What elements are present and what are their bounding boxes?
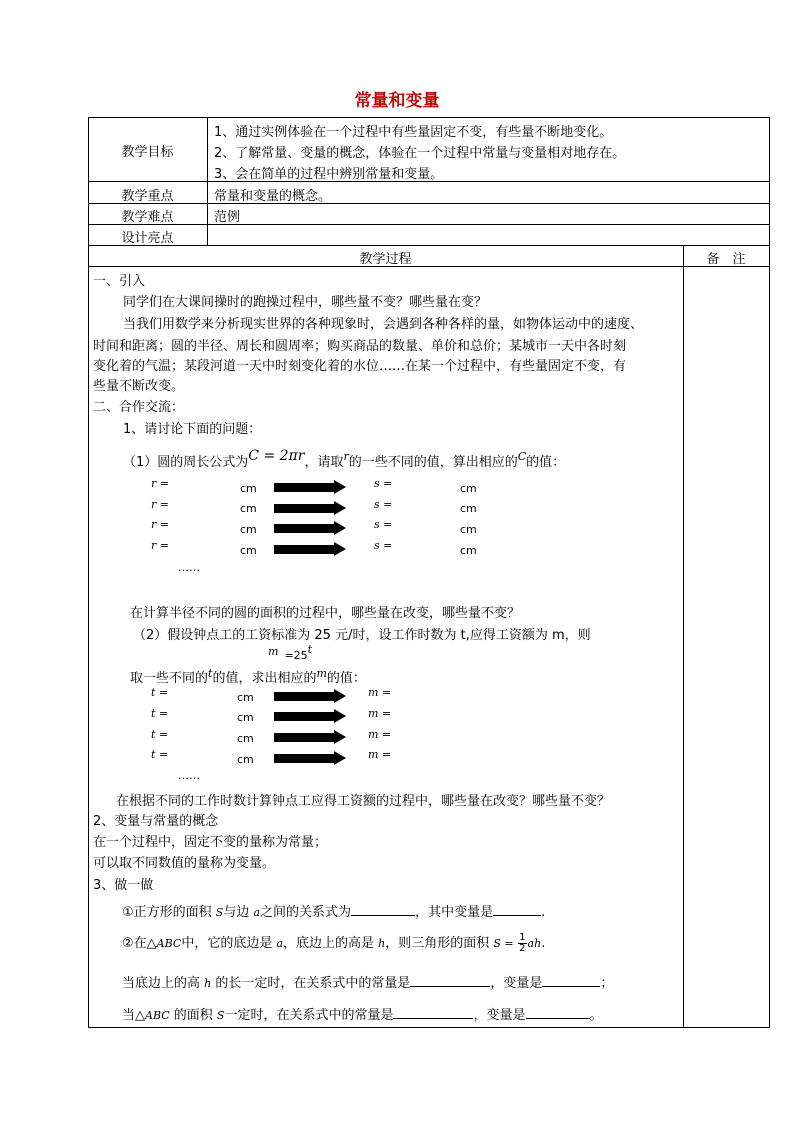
arrow-icon [274,692,346,701]
arrow-icon [274,733,346,742]
practice-item-2: ②在△ABC中，它的底边是 a，底边上的高是 h，则三角形的面积 S = $\frac{1}{2}$ ah. [122,932,546,954]
table2-unit: cm [237,732,254,745]
table2-left-var: t = [151,686,169,699]
table1-right-var: s = [374,539,393,552]
table2-unit: cm [237,711,254,724]
goal-item-3: 3、会在简单的过程中辨别常量和变量。 [214,167,444,182]
section1-question: 同学们在大课间操时的跑操过程中，哪些量不变？哪些量在变？ [123,295,488,310]
question-2-followup: 在根据不同的工作时数计算钟点工应得工资额的过程中，哪些量在改变？哪些量不变？ [116,794,611,809]
table1-unit: cm [460,502,477,515]
ellipsis: …… [178,561,200,574]
goal-label: 教学目标 [121,145,174,160]
table2-right-var: m = [368,707,392,720]
table1-unit: cm [460,544,477,557]
table2-left-var: t = [151,728,169,741]
concept-heading: 2、变量与常量的概念 [93,814,219,829]
fraction-one-half: $\frac{1}{2}$ [519,932,526,954]
arrow-icon [274,504,346,513]
table1-unit: cm [240,523,257,536]
answer-blank[interactable] [351,903,415,916]
table2-right-var: m = [368,748,392,761]
practice-heading: 3、做一做 [93,878,154,893]
section2-sub1: 1、请讨论下面的问题： [123,422,262,437]
table1-right-var: s = [374,477,393,490]
section1-heading: 一、引入 [93,274,146,289]
practice-item-1: ①正方形的面积 S与边 a之间的关系式为 ，其中变量是 . [122,905,546,920]
table2-left-var: t = [151,748,169,761]
highlight-label: 设计亮点 [121,231,174,246]
section1-para-line: 变化着的气温；某段河道一天中时刻变化着的水位……在某一个过程中，有些量固定不变，有 [93,359,627,374]
key-value: 常量和变量的概念。 [214,189,332,204]
table1-left-var: r = [151,539,169,552]
question-2-take: 取一些不同的$^t$的值，求出相应的$^m$的值： [130,667,366,686]
table1-left-var: r = [151,518,169,531]
table1-unit: cm [460,523,477,536]
section1-para-line: 些量不断改变。 [93,379,185,394]
table1-unit: cm [240,502,257,515]
question-2: （2）假设钟点工的工资标准为 25 元/时，设工作时数为 t,应得工资额为 m，则 [133,628,591,643]
arrow-icon [274,712,346,721]
table1-unit: cm [240,482,257,495]
section1-para-line: 时间和距离；圆的半径、周长和圆周率；购买商品的数量、单价和总价；某城市一天中各时刻 [93,339,627,354]
arrow-icon [274,483,346,492]
table1-unit: cm [460,482,477,495]
answer-blank[interactable] [393,1006,473,1019]
table2-unit: cm [237,691,254,704]
table2-left-var: t = [151,707,169,720]
table1-left-var: r = [151,498,169,511]
process-header: 教学过程 [359,252,412,267]
table2-right-var: m = [368,686,392,699]
difficulty-value: 范例 [214,210,241,225]
concept-line-2: 可以取不同数值的量称为变量。 [93,856,276,871]
section2-heading: 二、合作交流： [93,400,185,415]
table2-right-var: m = [368,728,392,741]
table1-right-var: s = [374,518,393,531]
question-1: （1）圆的周长公式为C = 2πr，请取$^r$的一些不同的值，算出相应的$^C$的值： [123,448,566,470]
answer-blank[interactable] [493,903,541,916]
table2-unit: cm [237,753,254,766]
goal-item-1: 1、通过实例体验在一个过程中有些量固定不变，有些量不断地变化。 [214,125,613,140]
table1-left-var: r = [151,477,169,490]
goal-item-2: 2、了解常量、变量的概念，体验在一个过程中常量与变量相对地存在。 [214,146,626,161]
ellipsis: …… [178,769,200,782]
wage-formula: m $_{=25}$t [268,643,313,662]
table1-right-var: s = [374,498,393,511]
key-label: 教学重点 [121,189,174,204]
answer-blank[interactable] [410,974,490,987]
difficulty-label: 教学难点 [121,210,174,225]
section1-para-line: 当我们用数学来分析现实世界的各种现象时，会遇到各种各样的量，如物体运动中的速度、 [123,317,644,332]
question-1-followup: 在计算半径不同的圆的面积的过程中，哪些量在改变，哪些量不变？ [130,606,521,621]
answer-blank[interactable] [526,1006,590,1019]
table1-unit: cm [240,544,257,557]
answer-blank[interactable] [542,974,600,987]
practice-item-4: 当△ABC 的面积 S一定时，在关系式中的常量是 ，变量是 。 [122,1008,603,1023]
arrow-icon [274,754,346,763]
circumference-formula: C = 2πr [248,448,305,464]
arrow-icon [274,524,346,533]
notes-header: 备 注 [706,252,746,267]
practice-item-3: 当底边上的高 h 的长一定时，在关系式中的常量是 ，变量是 ； [122,976,614,991]
concept-line-1: 在一个过程中，固定不变的量称为常量； [93,835,328,850]
arrow-icon [274,545,346,554]
page-title: 常量和变量 [354,91,440,111]
